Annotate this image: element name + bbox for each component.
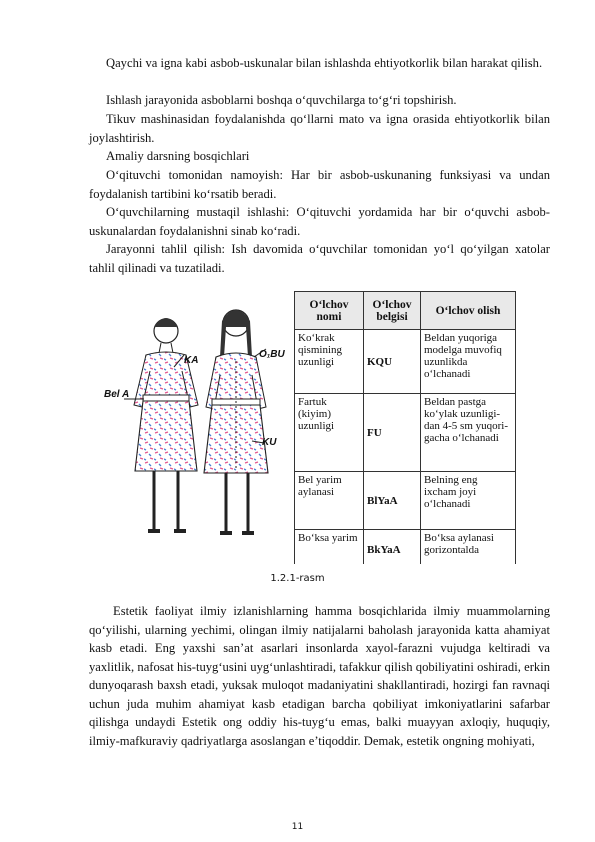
paragraph-safety-tools: Qaychi va igna kabi asbob-uskunalar bilan ishlashda ehtiyotkorlik bilan harakat qilish. xyxy=(106,56,543,70)
cell-how: Beldan pastga ko‘ylak uzunligi- dan 4-5 sm yuqori-gacha o‘lchanadi xyxy=(421,394,516,472)
heading-lesson-stages: Amaliy darsning bosqichlari xyxy=(106,149,250,163)
table-row xyxy=(295,330,516,394)
paragraph-process-analysis: Jarayonni tahlil qilish: Ish davomida o‘quvchilar tomonidan yo‘l qo‘yilgan xatolar tahlil qilinadi va tuzatiladi. xyxy=(89,242,550,275)
cell-code: BkYaA xyxy=(364,530,421,565)
dress-illustration xyxy=(104,291,294,564)
cell-name: Bo‘ksa yarim xyxy=(295,530,364,565)
label-o1bu: O₁BU xyxy=(259,349,285,360)
header-measurement-code: O‘lchov belgisi xyxy=(364,292,421,330)
cell-code: FU xyxy=(364,394,421,472)
measurement-table xyxy=(294,291,516,564)
paragraph-independent-work: O‘quvchilarning mustaqil ishlashi: O‘qituvchi yordamida har bir o‘quvchi asbob-uskunalardan foydalanishni sinab ko‘radi. xyxy=(89,205,550,238)
cell-how: Beldan yuqoriga modelga muvofiq uzunlikda o‘lchanadi xyxy=(421,330,516,394)
figure-measurements xyxy=(104,291,554,564)
cell-name: Ko‘krak qismining uzunligi xyxy=(295,330,364,394)
figure-right xyxy=(204,310,268,533)
table-row xyxy=(295,530,516,565)
cell-name: Bel yarim aylanasi xyxy=(295,472,364,530)
table-row xyxy=(295,394,516,472)
label-bel-a: Bel A xyxy=(104,389,130,400)
header-measurement-method: O‘lchov olish xyxy=(421,292,516,330)
figure-left xyxy=(134,318,198,531)
figure-caption: 1.2.1-rasm xyxy=(270,573,325,584)
label-ka: KA xyxy=(184,355,199,366)
cell-how: Belning eng ixcham joyi o‘lchanadi xyxy=(421,472,516,530)
paragraph-teacher-demo: O‘qituvchi tomonidan namoyish: Har bir asbob-uskunaning funksiyasi va undan foydalanish tartibini ko‘rsatib beradi. xyxy=(89,168,550,201)
label-ku: KU xyxy=(262,437,277,448)
cell-code: KQU xyxy=(364,330,421,394)
table-header-row xyxy=(295,292,516,330)
header-measurement-name: O‘lchov nomi xyxy=(295,292,364,330)
paragraph-aesthetic-activity: Estetik faoliyat ilmiy izlanishlarning hamma bosqichlarida ilmiy muammolarning qo‘yilishi, ularning yechimi, olingan ilmiy natijalarni baholash jarayonida katta ahamiyat kasb etadi. Eng yaxshi san’at asarlari insonlarda xayol-farazni vujudga keltiradi va yaxlitlik, nafosat his-tuyg‘usini uyg‘unlashtiradi, tafakkur qilish qobiliyatini oshiradi, erkin dunyoqarash baxsh etadi, yuksak muloqot madaniyatini shakllantiradi, hozirgi fan ravnaqi uchun juda muhim ahamiyat kasb etadigan barcha qobiliyat imkoniyatlarini safarbar qilishga undaydi Estetik ong oddiy his-tuyg‘u emas, balki muayyan axloqiy, huquqiy, ilmiy-mafkuraviy qadriyatlarga asoslangan e’tiqoddir. Demak, estetik ongning mohiyati, xyxy=(89,604,550,748)
page-number: 11 xyxy=(291,822,304,832)
cell-name: Fartuk (kiyim) uzunligi xyxy=(295,394,364,472)
paragraph-hand-over-tools: Ishlash jarayonida asboblarni boshqa o‘quvchilarga to‘g‘ri topshirish. xyxy=(106,93,457,107)
table-row xyxy=(295,472,516,530)
cell-code: BlYaA xyxy=(364,472,421,530)
paragraph-sewing-machine: Tikuv mashinasidan foydalanishda qo‘llarni mato va igna orasida ehtiyotkorlik bilan joylashtirish. xyxy=(89,112,550,145)
cell-how: Bo‘ksa aylanasi gorizontalda xyxy=(421,530,516,565)
